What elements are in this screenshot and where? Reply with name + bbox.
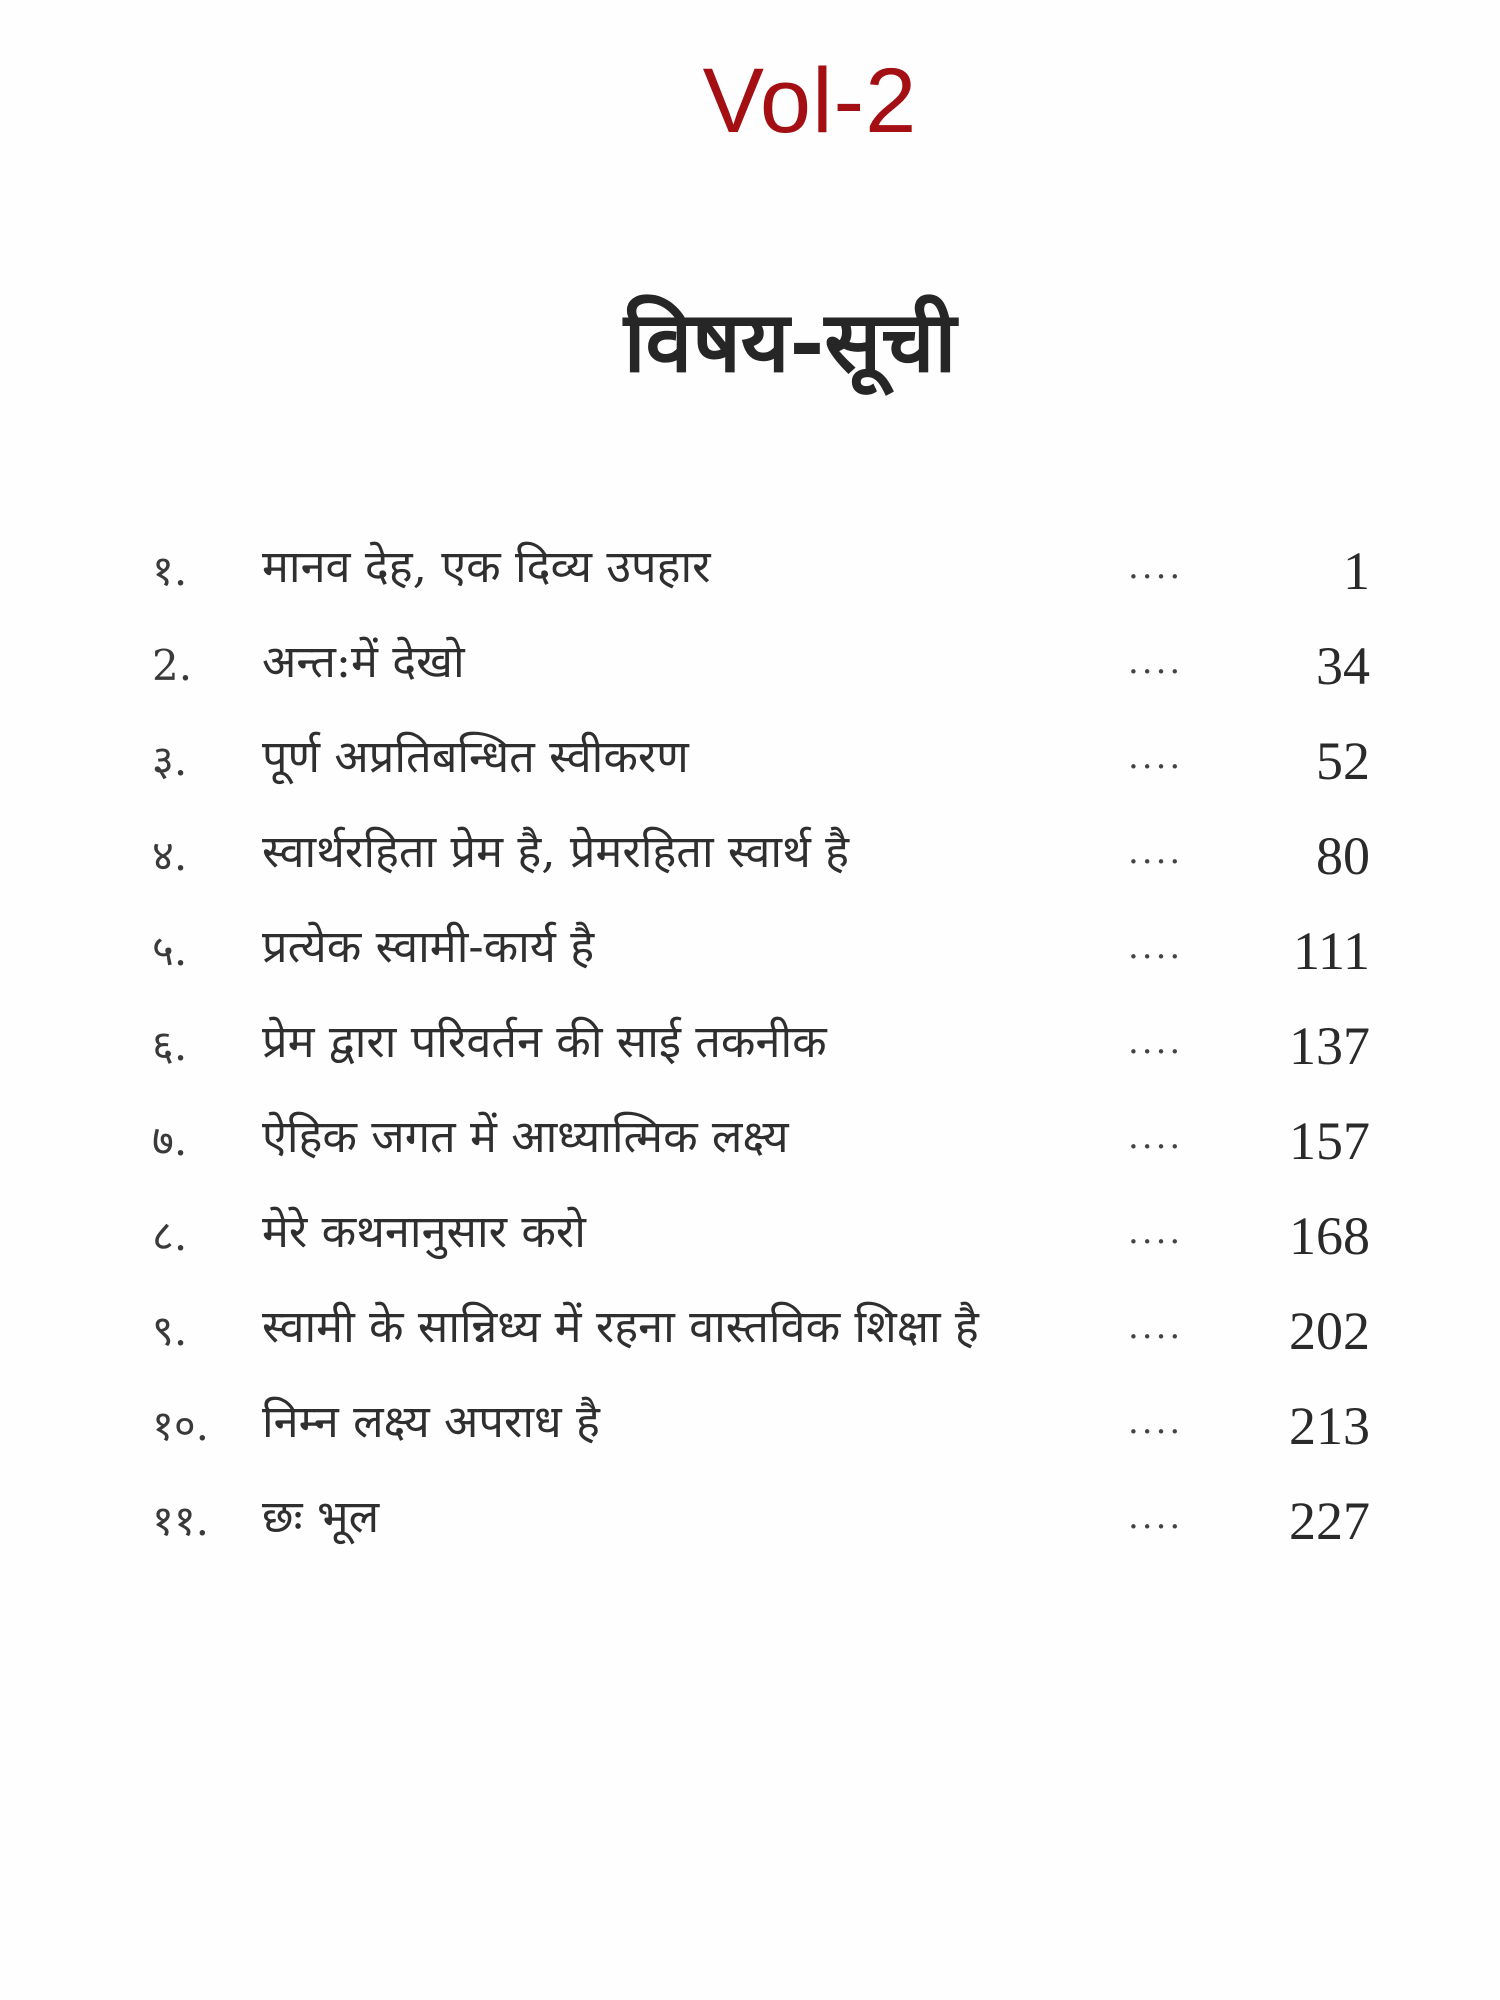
toc-entry-number: ११. (152, 1496, 210, 1545)
toc-heading: विषय-सूची (623, 292, 957, 391)
toc-entry-title: अन्त:में देखो (262, 635, 465, 688)
toc-entry (0, 1482, 1500, 1577)
toc-entry-leader: .... (1128, 1402, 1184, 1442)
table-of-contents (0, 532, 1500, 1577)
toc-entry-title: मेरे कथनानुसार करो (262, 1205, 586, 1258)
toc-entry-number: १०. (152, 1401, 210, 1450)
toc-entry-page-number: 213 (1289, 1396, 1370, 1456)
toc-entry-page-number: 157 (1289, 1111, 1370, 1171)
toc-entry (0, 532, 1500, 627)
toc-entry-title: निम्न लक्ष्य अपराध है (262, 1395, 600, 1448)
toc-entry-page-number: 111 (1293, 921, 1370, 981)
toc-entry (0, 912, 1500, 1007)
toc-entry (0, 627, 1500, 722)
toc-entry-number: १. (152, 546, 188, 595)
toc-entry (0, 1007, 1500, 1102)
toc-entry-leader: .... (1128, 1497, 1184, 1537)
toc-entry-leader: .... (1128, 737, 1184, 777)
toc-entry-leader: .... (1128, 1022, 1184, 1062)
toc-entry-leader: .... (1128, 927, 1184, 967)
toc-entry-title: पूर्ण अप्रतिबन्धित स्वीकरण (262, 730, 689, 783)
toc-entry-leader: .... (1128, 547, 1184, 587)
toc-entry (0, 1292, 1500, 1387)
toc-entry-leader: .... (1128, 1307, 1184, 1347)
toc-entry (0, 1197, 1500, 1292)
toc-entry-number: ५. (152, 926, 188, 975)
toc-entry-leader: .... (1128, 642, 1184, 682)
toc-entry-title: प्रेम द्वारा परिवर्तन की साई तकनीक (262, 1015, 827, 1068)
toc-entry-number: 2. (152, 641, 193, 690)
toc-entry-number: ७. (152, 1116, 188, 1165)
toc-entry-page-number: 168 (1289, 1206, 1370, 1266)
toc-entry-title: ऐहिक जगत में आध्यात्मिक लक्ष्य (262, 1110, 789, 1163)
toc-entry-title: प्रत्येक स्वामी-कार्य है (262, 920, 595, 973)
volume-label: Vol-2 (702, 50, 918, 152)
toc-entry-number: ६. (152, 1021, 188, 1070)
toc-entry-leader: .... (1128, 1212, 1184, 1252)
toc-entry-leader: .... (1128, 832, 1184, 872)
toc-entry-number: ८. (152, 1211, 188, 1260)
toc-entry-page-number: 52 (1316, 731, 1370, 791)
toc-entry-title: छः भूल (262, 1490, 380, 1543)
toc-entry-title: मानव देह, एक दिव्य उपहार (262, 540, 711, 593)
toc-entry (0, 722, 1500, 817)
toc-entry-number: ९. (152, 1306, 188, 1355)
toc-entry (0, 1387, 1500, 1482)
toc-entry (0, 1102, 1500, 1197)
toc-entry-page-number: 1 (1343, 541, 1370, 601)
toc-entry-title: स्वामी के सान्निध्य में रहना वास्तविक शिक्षा है (262, 1300, 979, 1353)
toc-entry-page-number: 80 (1316, 826, 1370, 886)
toc-entry (0, 817, 1500, 912)
toc-entry-page-number: 227 (1289, 1491, 1370, 1551)
toc-entry-page-number: 137 (1289, 1016, 1370, 1076)
toc-entry-page-number: 34 (1316, 636, 1370, 696)
toc-entry-leader: .... (1128, 1117, 1184, 1157)
toc-entry-title: स्वार्थरहिता प्रेम है, प्रेमरहिता स्वार्थ है (262, 825, 850, 878)
toc-entry-number: ३. (152, 736, 188, 785)
toc-entry-page-number: 202 (1289, 1301, 1370, 1361)
toc-entry-number: ४. (152, 831, 188, 880)
